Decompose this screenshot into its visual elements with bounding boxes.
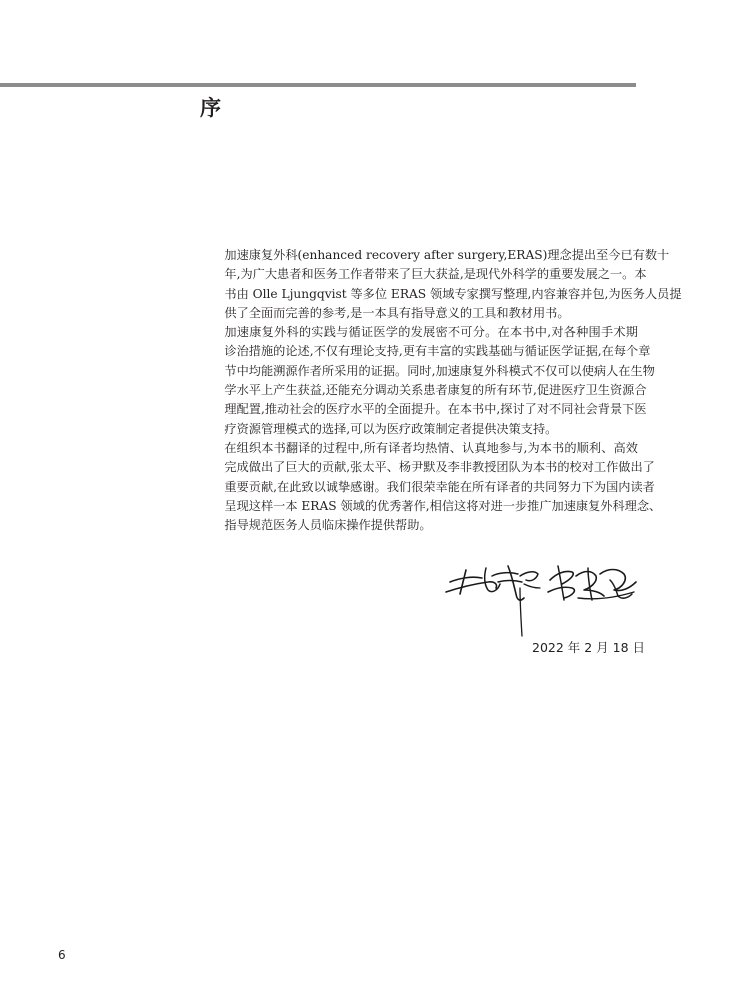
handwritten-signature: [438, 558, 648, 640]
section-heading: 序: [200, 96, 222, 120]
text-line: 供了全面而完善的参考,是一本具有指导意义的工具和教材用书。: [224, 305, 570, 320]
top-rule: [0, 83, 636, 87]
text-line: 完成做出了巨大的贡献,张太平、杨尹默及李非教授团队为本书的校对工作做出了: [224, 460, 655, 475]
paragraph-2: [200, 323, 655, 439]
text-line: 呈现这样一本 ERAS 领域的优秀著作,相信这将对进一步推广加速康复外科理念、: [224, 498, 662, 513]
text-line: 理配置,推动社会的医疗水平的全面提升。在本书中,探讨了对不同社会背景下医: [224, 402, 647, 417]
text-line: 在组织本书翻译的过程中,所有译者均热情、认真地参与,为本书的顺利、高效: [224, 440, 638, 455]
paragraph-3: [200, 439, 662, 535]
text-line: 诊治措施的论述,不仅有理论支持,更有丰富的实践基础与循证医学证据,在每个章: [224, 344, 651, 359]
text-line: 学水平上产生获益,还能充分调动关系患者康复的所有环节,促进医疗卫生资源合: [224, 383, 647, 398]
text-line: 重要贡献,在此致以诚挚感谢。我们很荣幸能在所有译者的共同努力下为国内读者: [224, 479, 655, 494]
text-line: 年,为广大患者和医务工作者带来了巨大获益,是现代外科学的重要发展之一。本: [224, 267, 647, 282]
text-line: 加速康复外科的实践与循证医学的发展密不可分。在本书中,对各种围手术期: [224, 325, 638, 340]
text-line: 指导规范医务人员临床操作提供帮助。: [224, 518, 432, 533]
date: 2022 年 2 月 18 日: [532, 640, 646, 655]
preface-body: [200, 246, 682, 535]
text-line: 节中均能溯源作者所采用的证据。同时,加速康复外科模式不仅可以使病人在生物: [224, 363, 655, 378]
text-line: 书由 Olle Ljungqvist 等多位 ERAS 领域专家撰写整理,内容兼容并包,为医务人员提: [224, 286, 682, 301]
page-number: 6: [58, 948, 66, 962]
text-line: 疗资源管理模式的选择,可以为医疗政策制定者提供决策支持。: [224, 421, 558, 436]
paragraph-1: [200, 246, 682, 323]
text-line: 加速康复外科(enhanced recovery after surgery,ERAS)理念提出至今已有数十: [224, 248, 670, 262]
